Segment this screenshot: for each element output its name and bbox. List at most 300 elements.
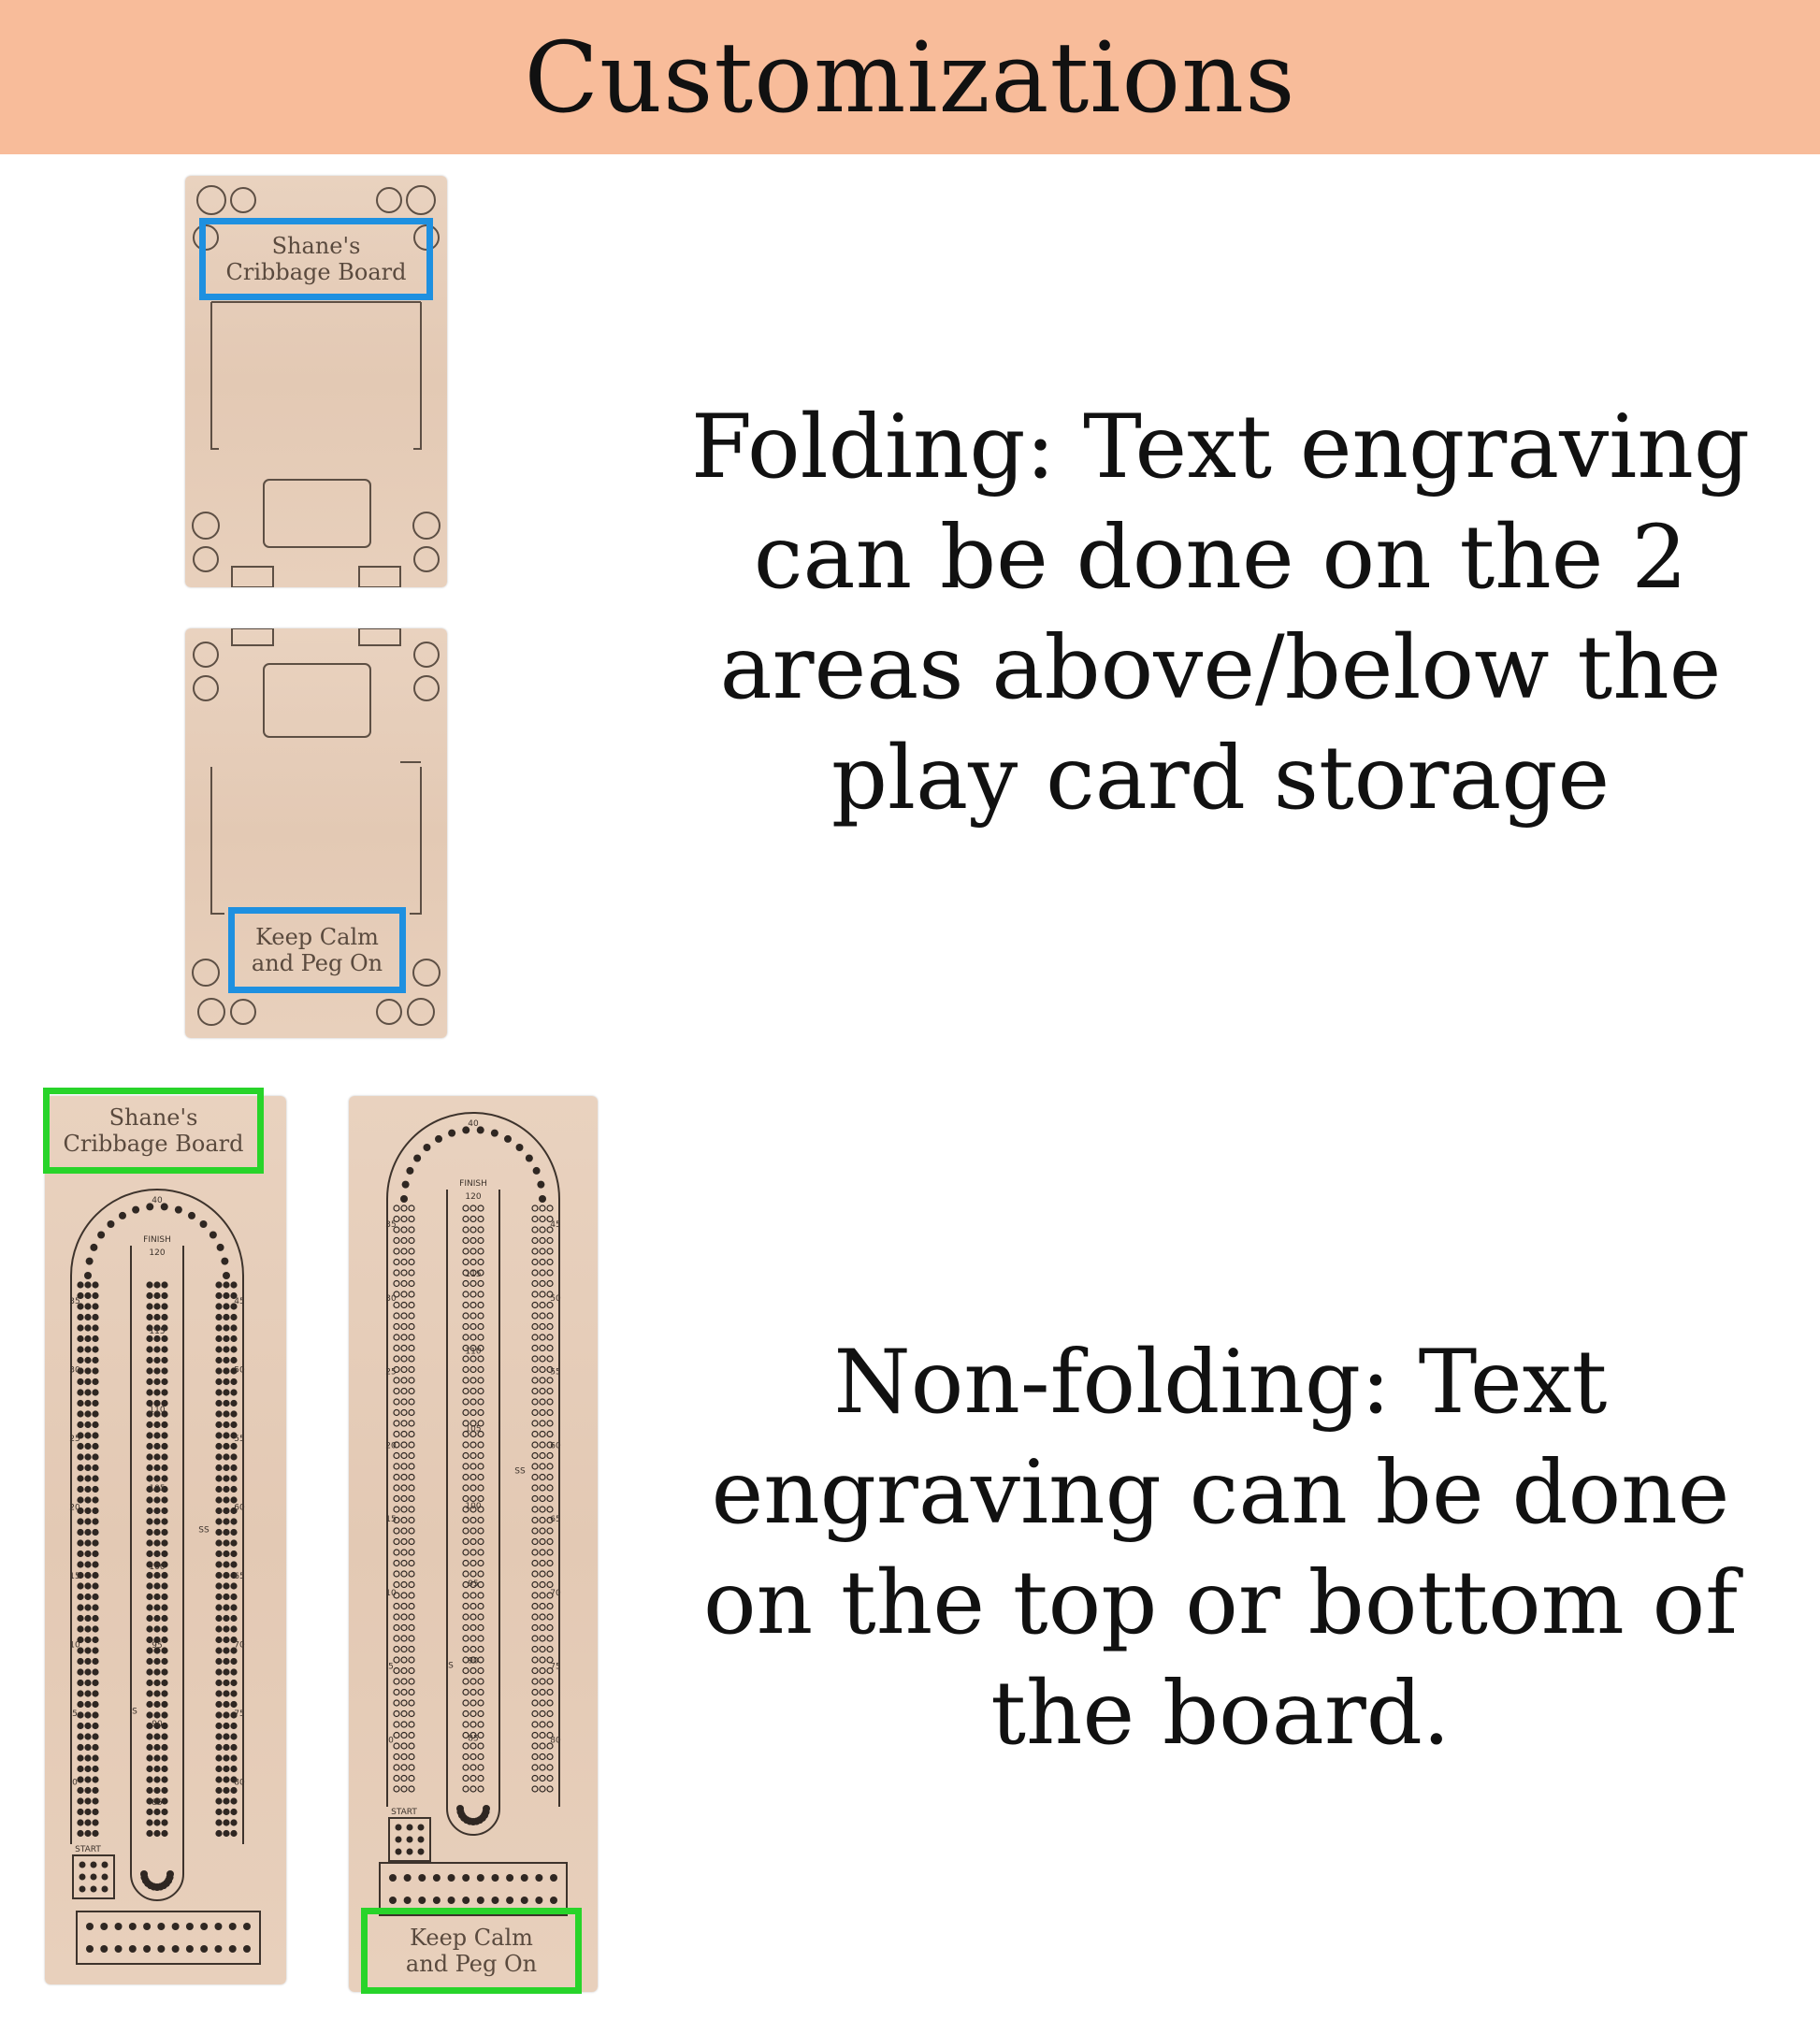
peg-hole [540, 1410, 545, 1416]
peg-hole [401, 1270, 407, 1276]
peg-hole [463, 1399, 469, 1405]
start-label: START [391, 1808, 417, 1817]
peg-hole [85, 1325, 91, 1331]
peg-hole [470, 1303, 476, 1308]
peg-hole [401, 1281, 407, 1287]
peg-hole [162, 1358, 167, 1363]
peg-hole [93, 1368, 98, 1374]
peg-hole [401, 1217, 407, 1222]
peg-hole [532, 1334, 538, 1340]
peg-hole [162, 1315, 167, 1320]
peg-hole [157, 1945, 165, 1953]
peg-hole [394, 1334, 399, 1340]
peg-hole [224, 1681, 229, 1686]
track-number: 30 [69, 1365, 80, 1376]
peg-hole [463, 1356, 469, 1362]
peg-hole [394, 1399, 399, 1405]
peg-hole [478, 1700, 484, 1706]
peg-hole [547, 1496, 553, 1502]
peg-hole [401, 1679, 407, 1684]
peg-hole [533, 1167, 541, 1175]
peg-hole [483, 1805, 490, 1812]
peg-hole [147, 1777, 152, 1782]
track-number: 105 [149, 1484, 166, 1493]
peg-hole [216, 1293, 222, 1299]
peg-hole [470, 1367, 476, 1373]
peg-hole [231, 1831, 237, 1837]
peg-hole [166, 1870, 174, 1878]
peg-hole [409, 1399, 414, 1405]
peg-hole [547, 1421, 553, 1426]
peg-hole [394, 1260, 399, 1265]
peg-hole [154, 1755, 160, 1761]
peg-hole [540, 1625, 545, 1631]
peg-hole [540, 1356, 545, 1362]
peg-hole [93, 1540, 98, 1546]
peg-hole [162, 1433, 167, 1438]
track-number: 20 [69, 1503, 80, 1513]
peg-hole [85, 1551, 91, 1557]
peg-hole [93, 1583, 98, 1589]
peg-hole [224, 1519, 229, 1524]
peg-hole [93, 1379, 98, 1385]
peg-hole [224, 1648, 229, 1653]
peg-hole [547, 1270, 553, 1276]
peg-hole [478, 1539, 484, 1545]
peg-hole [216, 1358, 222, 1363]
peg-hole [154, 1681, 160, 1686]
peg-hole [78, 1358, 83, 1363]
peg-hole [547, 1485, 553, 1491]
peg-hole [147, 1347, 152, 1352]
peg-hole [231, 1358, 237, 1363]
nonfolding-top-engraving-area[interactable] [43, 1088, 264, 1174]
nonfolding-board-right [349, 1096, 598, 1992]
peg-hole [216, 1476, 222, 1481]
peg-hole [147, 1422, 152, 1428]
peg-hole [231, 1788, 237, 1794]
peg-hole [216, 1594, 222, 1600]
peg-hole [79, 1862, 86, 1868]
peg-hole [532, 1378, 538, 1383]
peg-hole [216, 1368, 222, 1374]
peg-hole [532, 1722, 538, 1727]
peg-hole [409, 1291, 414, 1297]
nonfolding-bottom-engraving-area[interactable] [361, 1908, 582, 1994]
peg-hole [409, 1238, 414, 1244]
peg-hole [506, 1897, 513, 1904]
peg-hole [85, 1508, 91, 1514]
peg-hole [85, 1530, 91, 1536]
peg-hole [470, 1464, 476, 1469]
peg-hole [470, 1324, 476, 1330]
peg-hole [478, 1367, 484, 1373]
peg-hole [115, 1945, 123, 1953]
peg-hole [532, 1625, 538, 1631]
peg-hole [78, 1659, 83, 1665]
peg-hole [154, 1788, 160, 1794]
peg-hole [478, 1561, 484, 1566]
peg-hole [478, 1604, 484, 1609]
peg-hole [162, 1810, 167, 1815]
peg-hole [532, 1528, 538, 1534]
peg-hole [463, 1442, 469, 1448]
peg-hole [478, 1571, 484, 1577]
peg-hole [532, 1582, 538, 1588]
peg-hole [224, 1594, 229, 1600]
peg-hole [216, 1530, 222, 1536]
peg-hole [463, 1711, 469, 1717]
peg-hole [478, 1636, 484, 1641]
peg-hole [221, 1258, 228, 1265]
track-number: 120 [149, 1248, 166, 1258]
peg-hole [547, 1679, 553, 1684]
peg-hole [463, 1389, 469, 1394]
peg-hole [162, 1681, 167, 1686]
peg-hole [409, 1485, 414, 1491]
peg-hole [91, 1874, 97, 1881]
peg-hole [162, 1293, 167, 1299]
peg-hole [547, 1636, 553, 1641]
peg-hole [470, 1647, 476, 1652]
peg-hole [547, 1205, 553, 1211]
peg-hole [394, 1722, 399, 1727]
peg-hole [231, 1411, 237, 1417]
peg-hole [93, 1315, 98, 1320]
peg-hole [394, 1528, 399, 1534]
peg-hole [463, 1561, 469, 1566]
peg-hole [409, 1260, 414, 1265]
peg-hole [409, 1786, 414, 1792]
peg-hole [394, 1550, 399, 1555]
peg-hole [394, 1765, 399, 1770]
peg-hole [147, 1669, 152, 1675]
peg-hole [394, 1496, 399, 1502]
track-number: 0 [72, 1778, 78, 1788]
peg-hole [78, 1788, 83, 1794]
peg-hole [401, 1496, 407, 1502]
peg-hole [93, 1433, 98, 1438]
peg-hole [162, 1831, 167, 1837]
peg-hole [535, 1897, 542, 1904]
peg-hole [540, 1690, 545, 1695]
peg-hole [540, 1270, 545, 1276]
peg-hole [224, 1433, 229, 1438]
peg-hole [547, 1346, 553, 1351]
track-number: 75 [234, 1709, 245, 1719]
peg-hole [78, 1734, 83, 1739]
peg-hole [78, 1454, 83, 1460]
peg-hole [532, 1260, 538, 1265]
peg-hole [394, 1324, 399, 1330]
peg-hole [448, 1874, 455, 1882]
peg-hole [409, 1625, 414, 1631]
peg-hole [147, 1454, 152, 1460]
peg-hole [162, 1347, 167, 1352]
peg-hole [231, 1702, 237, 1708]
folding-top-line2: Cribbage Board [225, 259, 407, 285]
peg-hole [93, 1476, 98, 1481]
peg-hole [401, 1539, 407, 1545]
track-number: 115 [465, 1269, 482, 1279]
peg-hole [540, 1776, 545, 1782]
peg-hole [477, 1874, 484, 1882]
peg-hole [396, 1849, 402, 1855]
peg-hole [154, 1734, 160, 1739]
peg-hole [478, 1475, 484, 1480]
peg-hole [231, 1681, 237, 1686]
peg-hole [224, 1390, 229, 1395]
peg-hole [409, 1528, 414, 1534]
peg-hole [394, 1270, 399, 1276]
peg-hole [162, 1540, 167, 1546]
peg-hole [224, 1422, 229, 1428]
peg-hole [463, 1281, 469, 1287]
peg-hole [231, 1282, 237, 1288]
peg-hole [409, 1313, 414, 1319]
peg-hole [394, 1507, 399, 1512]
peg-hole [463, 1291, 469, 1297]
peg-hole [154, 1358, 160, 1363]
peg-hole [401, 1550, 407, 1555]
peg-hole [86, 1258, 94, 1265]
folding-top-engraving-area[interactable] [199, 218, 433, 300]
peg-hole [162, 1637, 167, 1643]
peg-hole [216, 1637, 222, 1643]
peg-hole [224, 1551, 229, 1557]
peg-hole [93, 1712, 98, 1718]
peg-hole [84, 1272, 92, 1279]
peg-hole [394, 1561, 399, 1566]
peg-hole [394, 1356, 399, 1362]
peg-hole [547, 1647, 553, 1652]
peg-hole [394, 1571, 399, 1577]
peg-hole [85, 1637, 91, 1643]
peg-hole [547, 1356, 553, 1362]
peg-hole [401, 1647, 407, 1652]
peg-hole [224, 1626, 229, 1632]
peg-hole [401, 1786, 407, 1792]
peg-hole [231, 1691, 237, 1696]
track-number: 75 [550, 1662, 561, 1672]
peg-hole [154, 1508, 160, 1514]
peg-hole [78, 1379, 83, 1385]
peg-hole [394, 1604, 399, 1609]
peg-hole [478, 1625, 484, 1631]
peg-hole [409, 1453, 414, 1459]
peg-hole [389, 1874, 397, 1882]
peg-hole [85, 1648, 91, 1653]
peg-hole [547, 1248, 553, 1254]
track-number: 60 [234, 1503, 245, 1513]
peg-hole [401, 1378, 407, 1383]
peg-hole [540, 1550, 545, 1555]
peg-hole [224, 1444, 229, 1450]
peg-hole [93, 1519, 98, 1524]
peg-hole [470, 1281, 476, 1287]
peg-hole [532, 1464, 538, 1469]
peg-hole [540, 1432, 545, 1437]
peg-hole [162, 1648, 167, 1653]
peg-hole [224, 1712, 229, 1718]
peg-hole [409, 1227, 414, 1233]
peg-hole [216, 1691, 222, 1696]
peg-hole [478, 1389, 484, 1394]
peg-hole [216, 1282, 222, 1288]
peg-hole [85, 1659, 91, 1665]
peg-hole [162, 1788, 167, 1794]
peg-hole [463, 1765, 469, 1770]
track-number: 40 [152, 1196, 163, 1205]
peg-hole [463, 1313, 469, 1319]
peg-hole [463, 1334, 469, 1340]
peg-hole [526, 1155, 533, 1162]
peg-hole [93, 1659, 98, 1665]
peg-hole [478, 1743, 484, 1749]
peg-hole [532, 1711, 538, 1717]
peg-hole [540, 1647, 545, 1652]
peg-hole [172, 1945, 180, 1953]
folding-bottom-engraving-area[interactable] [228, 907, 406, 993]
peg-hole [394, 1410, 399, 1416]
peg-hole [147, 1282, 152, 1288]
peg-hole [78, 1282, 83, 1288]
peg-hole [154, 1691, 160, 1696]
peg-hole [231, 1347, 237, 1352]
peg-hole [401, 1324, 407, 1330]
peg-hole [463, 1776, 469, 1782]
peg-hole [85, 1583, 91, 1589]
peg-hole [478, 1442, 484, 1448]
peg-hole [401, 1367, 407, 1373]
peg-hole [147, 1820, 152, 1825]
peg-hole [154, 1594, 160, 1600]
peg-hole [154, 1497, 160, 1503]
peg-hole [85, 1433, 91, 1438]
peg-hole [463, 1303, 469, 1308]
peg-hole [470, 1690, 476, 1695]
peg-hole [231, 1530, 237, 1536]
peg-hole [162, 1368, 167, 1374]
peg-hole [401, 1260, 407, 1265]
peg-hole [107, 1220, 114, 1228]
peg-hole [470, 1722, 476, 1727]
peg-hole [463, 1636, 469, 1641]
peg-hole [224, 1465, 229, 1471]
peg-hole [394, 1432, 399, 1437]
peg-hole [470, 1248, 476, 1254]
track-number: 70 [234, 1640, 245, 1651]
peg-hole [175, 1206, 182, 1214]
peg-hole [401, 1668, 407, 1674]
peg-hole [224, 1734, 229, 1739]
peg-hole [448, 1897, 455, 1904]
peg-hole [433, 1897, 441, 1904]
peg-hole [216, 1626, 222, 1632]
peg-hole [540, 1604, 545, 1609]
track-number: 100 [149, 1563, 166, 1572]
peg-hole [470, 1442, 476, 1448]
peg-hole [532, 1614, 538, 1620]
peg-hole [78, 1669, 83, 1675]
peg-hole [470, 1550, 476, 1555]
track-number: 80 [550, 1736, 561, 1746]
peg-hole [162, 1745, 167, 1751]
peg-hole [478, 1711, 484, 1717]
track-number: 65 [234, 1572, 245, 1581]
peg-hole [154, 1454, 160, 1460]
peg-hole [162, 1282, 167, 1288]
track-number: 25 [385, 1367, 397, 1378]
peg-hole [409, 1776, 414, 1782]
peg-hole [93, 1293, 98, 1299]
peg-hole [540, 1765, 545, 1770]
peg-hole [97, 1232, 105, 1239]
peg-hole [532, 1679, 538, 1684]
peg-hole [93, 1454, 98, 1460]
peg-hole [224, 1293, 229, 1299]
peg-hole [231, 1379, 237, 1385]
peg-hole [478, 1410, 484, 1416]
peg-hole [409, 1281, 414, 1287]
peg-hole [463, 1786, 469, 1792]
peg-hole [540, 1334, 545, 1340]
peg-hole [216, 1347, 222, 1352]
peg-hole [147, 1444, 152, 1450]
peg-hole [85, 1788, 91, 1794]
peg-hole [224, 1530, 229, 1536]
single-skunk-label: S [132, 1707, 137, 1717]
peg-hole [147, 1616, 152, 1622]
peg-hole [93, 1681, 98, 1686]
peg-hole [85, 1681, 91, 1686]
peg-hole [224, 1304, 229, 1309]
peg-hole [231, 1422, 237, 1428]
peg-hole [478, 1496, 484, 1502]
peg-hole [463, 1722, 469, 1727]
peg-hole [394, 1582, 399, 1588]
peg-hole [532, 1690, 538, 1695]
peg-hole [504, 1135, 512, 1143]
peg-hole [394, 1281, 399, 1287]
peg-hole [216, 1798, 222, 1804]
start-label: START [75, 1845, 101, 1854]
peg-hole [93, 1325, 98, 1331]
peg-hole [394, 1700, 399, 1706]
peg-hole [93, 1465, 98, 1471]
peg-hole [78, 1702, 83, 1708]
peg-hole [478, 1657, 484, 1663]
peg-hole [162, 1702, 167, 1708]
peg-hole [85, 1616, 91, 1622]
peg-hole [401, 1528, 407, 1534]
peg-hole [406, 1167, 413, 1175]
peg-hole [154, 1476, 160, 1481]
peg-hole [394, 1668, 399, 1674]
peg-hole [186, 1945, 194, 1953]
peg-hole [478, 1679, 484, 1684]
peg-hole [231, 1583, 237, 1589]
peg-hole [162, 1734, 167, 1739]
peg-hole [547, 1238, 553, 1244]
peg-hole [85, 1820, 91, 1825]
peg-hole [401, 1421, 407, 1426]
peg-hole [409, 1270, 414, 1276]
peg-hole [401, 1711, 407, 1717]
peg-hole [423, 1144, 430, 1151]
peg-hole [115, 1923, 123, 1930]
peg-hole [100, 1923, 108, 1930]
